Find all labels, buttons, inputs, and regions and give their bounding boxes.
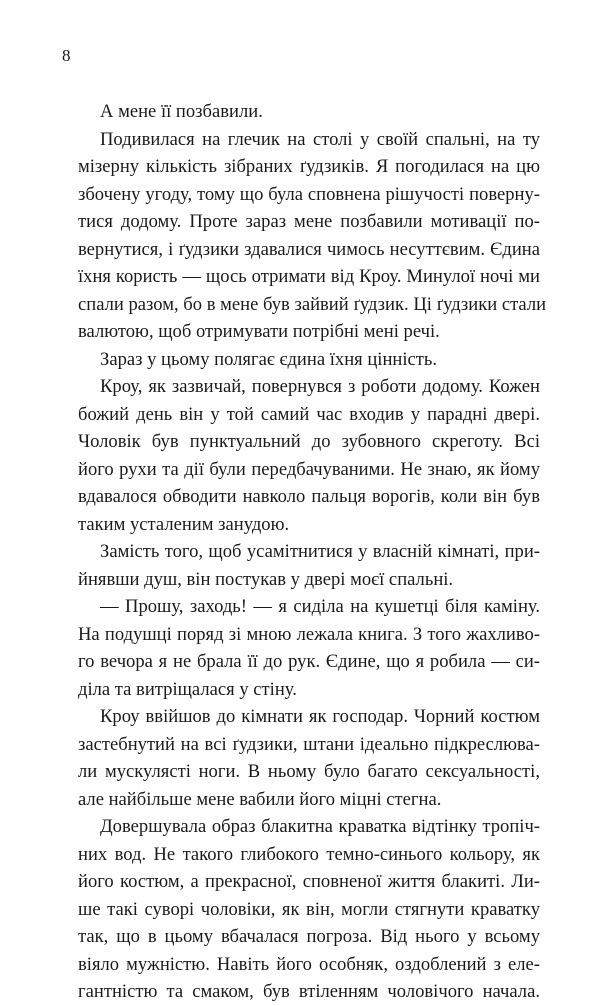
text-line: Зараз у цьому полягає єдина їхня цінність. [100, 348, 438, 370]
text-line: його костюм, а прекрасної, сповненої життя блакиті. Ли- [78, 871, 540, 892]
text-line: діла та витріщалася у стіну. [78, 678, 297, 700]
text-line: Кроу ввійшов до кімнати як господар. Чорний костюм [100, 706, 540, 727]
text-line: ли мускулясті ноги. В ньому було багато сексуальності, [78, 761, 540, 782]
text-line: так, що в цьому вбачалася погроза. Від нього у всьому [78, 926, 540, 947]
text-line: застебнутий на всі ґудзики, штани ідеально підкреслюва- [78, 733, 540, 755]
text-line: — Прошу, заходь! — я сиділа на кушетці біля каміну. [100, 596, 540, 617]
page-number: 8 [62, 46, 71, 65]
text-line: А мене її позбавили. [100, 101, 263, 122]
text-line: ше такі суворі чоловіки, як він, могли стягнути краватку [78, 898, 540, 920]
text-line: але найбільше мене вабили його міцні стегна. [78, 788, 442, 810]
text-line: тися додому. Проте зараз мене позбавили мотивації по- [78, 211, 540, 232]
text-line: їхня користь — щось отримати від Кроу. Минулої ночі ми [78, 266, 540, 287]
text-line: гантністю та смаком, був втіленням чоловічого начала. [78, 981, 540, 1002]
text-line: збочену угоду, тому що була сповнена рішучості поверну- [78, 183, 540, 205]
text-line: віяло мужністю. Навіть його особняк, оздоблений з еле- [78, 953, 540, 975]
text-line: На подушці поряд зі мною лежала книга. З того жахливо- [78, 623, 540, 645]
text-line: таким усталеним занудою. [78, 513, 290, 535]
text-line: Подивилася на глечик на столі у своїй спальні, на ту [100, 128, 540, 150]
body-text [78, 98, 547, 1006]
text-line: валютою, щоб отримувати потрібні мені речі. [78, 321, 440, 342]
text-line: Замість того, щоб усамітнитися у власній кімнаті, при- [100, 541, 540, 562]
text-line: го вечора я не брала її до рук. Єдине, що я робила — си- [78, 651, 540, 672]
text-line: мізерну кількість зібраних ґудзиків. Я погодилася на цю [78, 156, 540, 177]
text-line: божий день він у той самий час входив у парадні двері. [78, 403, 540, 425]
text-line: його рухи та дії були передбачуваними. Не знаю, як йому [78, 458, 540, 480]
text-line: Довершувала образ блакитна краватка відтінку тропіч- [100, 816, 540, 837]
text-line: них вод. Не такого глибокого темно-синього кольору, як [78, 843, 540, 865]
text-line: спали разом, бо в мене був зайвий ґудзик. Ці ґудзики стали [78, 293, 547, 315]
text-line: вернутися, і ґудзики здавалися чимось несуттєвим. Єдина [78, 238, 540, 260]
text-line: Кроу, як зазвичай, повернувся з роботи додому. Кожен [100, 376, 540, 397]
text-line: йнявши душ, він постукав у двері моєї спальні. [78, 568, 454, 590]
text-line: вдавалося обводити навколо пальця ворогів, коли він був [78, 486, 540, 507]
text-line: Чоловік був пунктуальний до зубовного скреготу. Всі [78, 431, 540, 452]
